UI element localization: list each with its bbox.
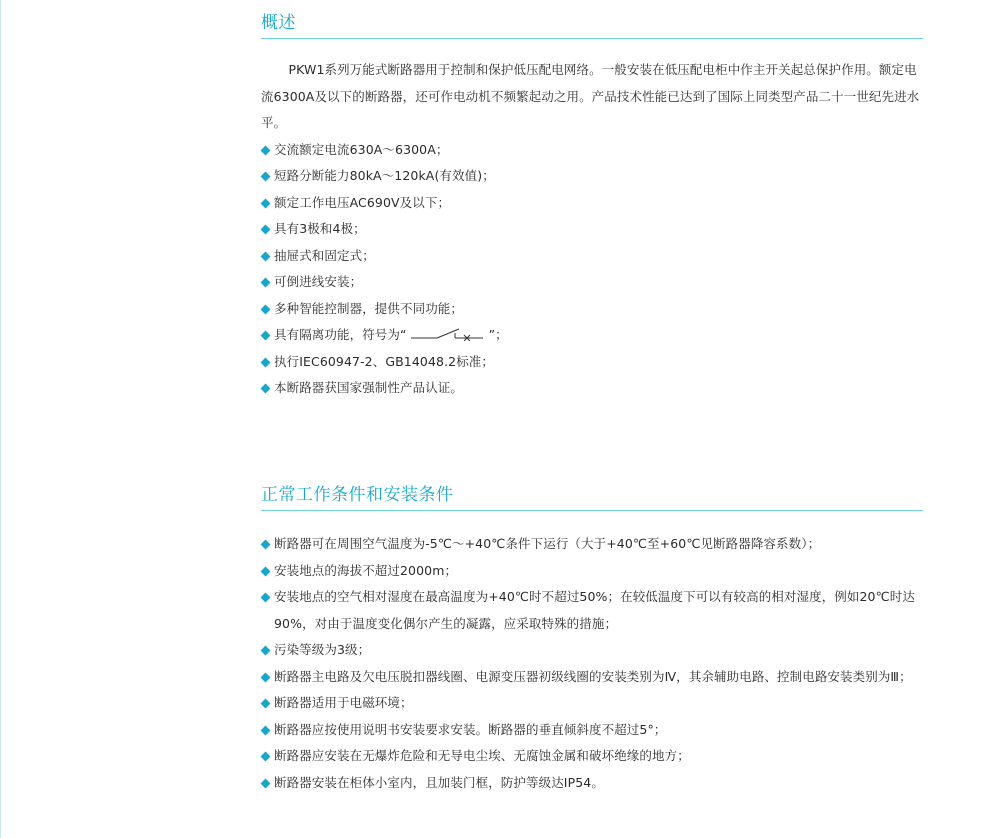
diamond-bullet-icon <box>261 778 271 788</box>
list-item: 断路器安装在柜体小室内，且加装门框，防护等级达IP54。 <box>261 770 923 797</box>
list-item: 多种智能控制器，提供不同功能； <box>261 296 923 323</box>
list-item: 安装地点的空气相对湿度在最高温度为+40℃时不超过50%；在较低温度下可以有较高的相对湿度，例如20℃时达90%，对由于温度变化偶尔产生的凝露，应采取特殊的措施； <box>261 584 923 637</box>
diamond-bullet-icon <box>261 566 271 576</box>
isolator-symbol-icon <box>407 327 489 341</box>
list-item: 抽屉式和固定式； <box>261 243 923 270</box>
list-item-isolation: 具有隔离功能，符号为“ ”； <box>261 322 923 349</box>
diamond-bullet-icon <box>261 672 271 682</box>
list-item: 额定工作电压AC690V及以下； <box>261 190 923 217</box>
list-item: 断路器主电路及欠电压脱扣器线圈、电源变压器初级线圈的安装类别为Ⅳ，其余辅助电路、控制电路安装类别为Ⅲ； <box>261 664 923 691</box>
diamond-bullet-icon <box>261 593 271 603</box>
conditions-section <box>261 484 923 796</box>
list-item: 断路器应安装在无爆炸危险和无导电尘埃、无腐蚀金属和破坏绝缘的地方； <box>261 743 923 770</box>
diamond-bullet-icon <box>261 172 271 182</box>
diamond-bullet-icon <box>261 251 271 261</box>
list-item: 本断路器获国家强制性产品认证。 <box>261 375 923 402</box>
list-item: 具有3极和4极； <box>261 216 923 243</box>
overview-title: 概述 <box>261 12 923 39</box>
diamond-bullet-icon <box>261 540 271 550</box>
left-edge-line <box>0 0 1 838</box>
diamond-bullet-icon <box>261 357 271 367</box>
list-item: 短路分断能力80kA～120kA(有效值)； <box>261 163 923 190</box>
diamond-bullet-icon <box>261 384 271 394</box>
list-item: 断路器应按使用说明书安装要求安装。断路器的垂直倾斜度不超过5°； <box>261 717 923 744</box>
diamond-bullet-icon <box>261 646 271 656</box>
diamond-bullet-icon <box>261 225 271 235</box>
diamond-bullet-icon <box>261 145 271 155</box>
diamond-bullet-icon <box>261 752 271 762</box>
conditions-title: 正常工作条件和安装条件 <box>261 484 923 511</box>
list-item: 安装地点的海拔不超过2000m； <box>261 558 923 585</box>
overview-section <box>261 12 923 402</box>
list-item: 污染等级为3级； <box>261 637 923 664</box>
list-item: 交流额定电流630A～6300A； <box>261 137 923 164</box>
overview-bullet-list <box>261 137 923 402</box>
diamond-bullet-icon <box>261 278 271 288</box>
overview-intro: PKW1系列万能式断路器用于控制和保护低压配电网络。一般安装在低压配电柜中作主开关起总保护作用。额定电流6300A及以下的断路器，还可作电动机不频繁起动之用。产品技术性能已达到了国际上同类型产品二十一世纪先进水平。 <box>261 62 920 130</box>
list-item: 可倒进线安装； <box>261 269 923 296</box>
diamond-bullet-icon <box>261 725 271 735</box>
list-item: 断路器适用于电磁环境； <box>261 690 923 717</box>
diamond-bullet-icon <box>261 304 271 314</box>
conditions-bullet-list <box>261 531 923 796</box>
list-item: 执行IEC60947-2、GB14048.2标准； <box>261 349 923 376</box>
diamond-bullet-icon <box>261 699 271 709</box>
list-item: 断路器可在周围空气温度为-5℃～+40℃条件下运行（大于+40℃至+60℃见断路器降容系数）； <box>261 531 923 558</box>
diamond-bullet-icon <box>261 198 271 208</box>
diamond-bullet-icon <box>261 331 271 341</box>
